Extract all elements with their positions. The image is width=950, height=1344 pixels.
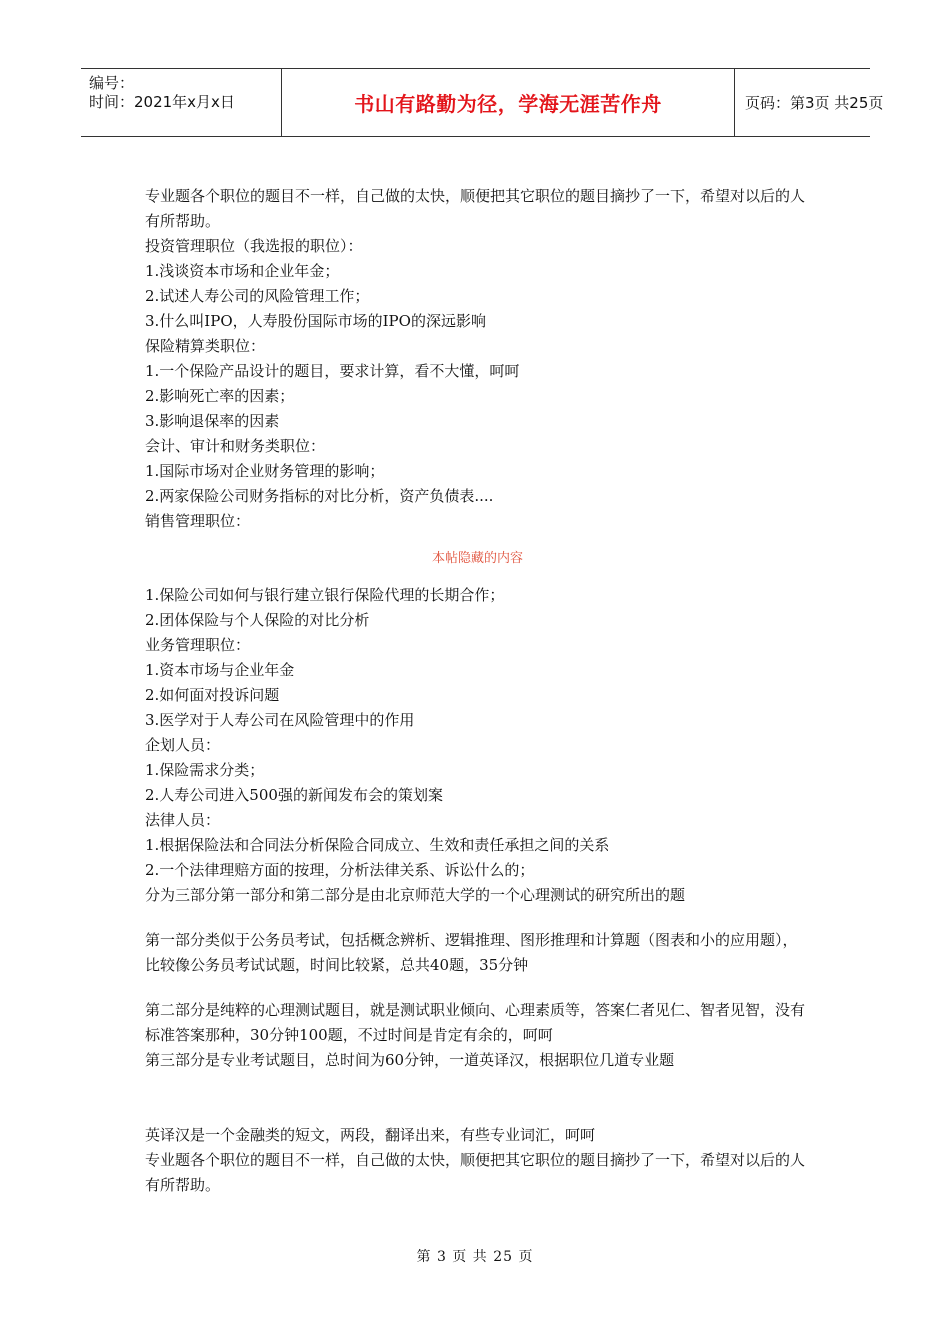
- document-time-label: 时间：2021年x月x日: [89, 93, 235, 111]
- text-line: 2.两家保险公司财务指标的对比分析，资产负债表....: [145, 487, 494, 505]
- paragraph-part2: 第二部分是纯粹的心理测试题目，就是测试职业倾向、心理素质等，答案仁者见仁、智者见智，没有标准答案那种，30分钟100题，不过时间是肯定有余的，呵呵: [145, 1001, 806, 1044]
- text-line: 3.影响退保率的因素: [145, 412, 280, 430]
- text-line: 2.如何面对投诉问题: [145, 686, 280, 704]
- exam-topics-list-2: [145, 583, 810, 908]
- text-line: 法律人员：: [145, 811, 221, 829]
- text-line: 1.保险公司如何与银行建立银行保险代理的长期合作；: [145, 586, 505, 604]
- text-line: 2.团体保险与个人保险的对比分析: [145, 611, 370, 629]
- document-body: [145, 184, 810, 1198]
- text-line: 3.医学对于人寿公司在风险管理中的作用: [145, 711, 415, 729]
- header-table: [81, 68, 884, 137]
- text-line: 销售管理职位：: [145, 512, 251, 530]
- text-line: 3.什么叫IPO，人寿股份国际市场的IPO的深远影响: [145, 312, 486, 330]
- text-line: 1.国际市场对企业财务管理的影响；: [145, 462, 385, 480]
- text-line: 会计、审计和财务类职位：: [145, 437, 326, 455]
- text-line: 投资管理职位（我选报的职位）：: [145, 237, 363, 255]
- paragraph-english: 英译汉是一个金融类的短文，两段，翻译出来，有些专业词汇，呵呵: [145, 1126, 596, 1144]
- paragraph-part1: 第一部分类似于公务员考试，包括概念辨析、逻辑推理、图形推理和计算题（图表和小的应用题），比较像公务员考试试题，时间比较紧，总共40题，35分钟: [145, 931, 798, 974]
- text-line: 2.影响死亡率的因素；: [145, 387, 295, 405]
- text-line: 1.保险需求分类；: [145, 761, 265, 779]
- header-motto: 书山有路勤为径，学海无涯苦作舟: [282, 69, 735, 136]
- text-line: 1.根据保险法和合同法分析保险合同成立、生效和责任承担之间的关系: [145, 836, 610, 854]
- text-line: 1.资本市场与企业年金: [145, 661, 295, 679]
- text-line: 1.一个保险产品设计的题目，要求计算，看不大懂，呵呵: [145, 362, 520, 380]
- header-meta-cell: [81, 69, 282, 136]
- hidden-content-note: 本帖隐藏的内容: [431, 551, 523, 566]
- document-number-label: 编号：: [89, 74, 135, 92]
- text-line: 业务管理职位：: [145, 636, 251, 654]
- text-line: 分为三部分第一部分和第二部分是由北京师范大学的一个心理测试的研究所出的题: [145, 886, 686, 904]
- exam-topics-list-1: [145, 184, 810, 534]
- paragraph-part3: 第三部分是专业考试题目，总时间为60分钟，一道英译汉，根据职位几道专业题: [145, 1051, 675, 1069]
- text-line: 专业题各个职位的题目不一样，自己做的太快，顺便把其它职位的题目摘抄了一下，希望对以后的人有所帮助。: [145, 187, 806, 230]
- text-line: 2.一个法律理赔方面的按理，分析法律关系、诉讼什么的；: [145, 861, 535, 879]
- text-line: 保险精算类职位：: [145, 337, 266, 355]
- text-line: 企划人员：: [145, 736, 221, 754]
- text-line: 1.浅谈资本市场和企业年金；: [145, 262, 340, 280]
- page-footer: 第 3 页 共 25 页: [416, 1249, 534, 1265]
- text-line: 2.试述人寿公司的风险管理工作；: [145, 287, 370, 305]
- text-line: 2.人寿公司进入500强的新闻发布会的策划案: [145, 786, 443, 804]
- paragraph-last: 专业题各个职位的题目不一样，自己做的太快，顺便把其它职位的题目摘抄了一下，希望对以后的人有所帮助。: [145, 1151, 806, 1194]
- header-page-number: 页码：第3页 共25页: [745, 94, 884, 112]
